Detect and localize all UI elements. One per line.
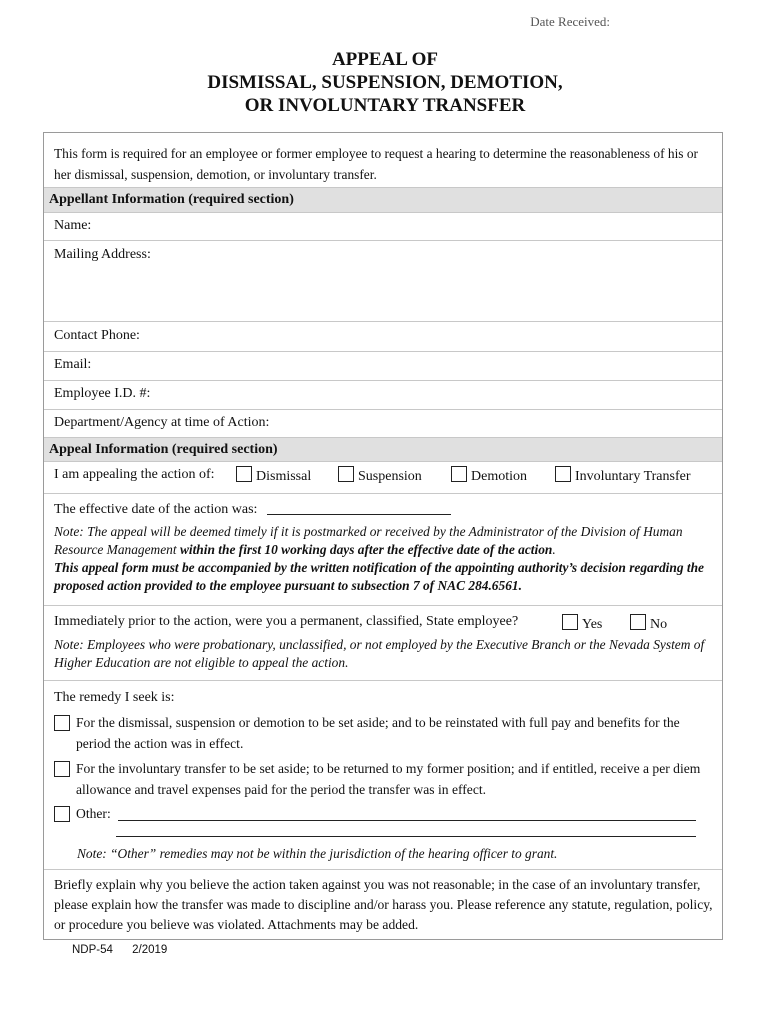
form-footer (72, 944, 183, 956)
contact-phone-label: Contact Phone: (54, 328, 140, 343)
checkbox-icon (451, 466, 467, 482)
timeliness-note (54, 523, 714, 595)
no-label: No (650, 617, 668, 632)
suspension-label: Suspension (358, 469, 422, 484)
checkbox-icon (630, 614, 646, 630)
suspension-checkbox[interactable] (338, 466, 422, 485)
employee-id-label: Employee I.D. #: (54, 386, 151, 401)
appellant-section-heading: Appellant Information (required section) (44, 188, 722, 213)
intro-text: This form is required for an employee or former employee to request a hearing to determine the reasonableness of his or her dismissal, suspension, demotion, or involuntary transfer. (54, 146, 699, 182)
employee-id-field[interactable] (44, 381, 722, 410)
name-field[interactable] (44, 213, 722, 241)
checkbox-icon (338, 466, 354, 482)
checkbox-icon (236, 466, 252, 482)
checkbox-icon (54, 761, 70, 777)
effective-date-label: The effective date of the action was: (54, 502, 258, 517)
involuntary-transfer-label: Involuntary Transfer (575, 469, 691, 484)
dismissal-label: Dismissal (256, 469, 312, 484)
yes-label: Yes (582, 617, 603, 632)
form-revision-date: 2/2019 (132, 944, 168, 956)
eligibility-note: Note: Employees who were probationary, unclassified, or not employed by the Executive Branch or the Nevada System of Higher Education are not eligible to appeal the action. (54, 637, 705, 670)
permanent-employee-row (44, 606, 722, 681)
checkbox-icon (555, 466, 571, 482)
email-field[interactable] (44, 352, 722, 381)
other-remedy-input[interactable] (118, 820, 696, 821)
explanation-instructions: Briefly explain why you believe the action taken against you was not reasonable; in the case of an involuntary transfer, please explain how the transfer was made to discipline and/or harass you. Please reference any statute, regulation, policy, or procedure you believe was violated. Attachments may be added. (54, 877, 713, 932)
explanation-row[interactable] (44, 870, 722, 941)
name-label: Name: (54, 218, 92, 233)
timeliness-note-emphasis: within the first 10 working days after the effective date of the action (179, 542, 553, 557)
department-label: Department/Agency at time of Action: (54, 415, 270, 430)
checkbox-icon (54, 715, 70, 731)
mailing-address-label: Mailing Address: (54, 247, 151, 262)
title-line-1: APPEAL OF (331, 49, 439, 70)
checkbox-icon (54, 806, 70, 822)
remedy-option-reinstate[interactable] (54, 712, 724, 756)
demotion-checkbox[interactable] (451, 466, 527, 485)
contact-phone-field[interactable] (44, 322, 722, 352)
appealing-action-label: I am appealing the action of: (54, 467, 215, 482)
email-label: Email: (54, 357, 92, 372)
other-remedy-input-line-2[interactable] (116, 836, 696, 837)
form-id: NDP-54 (72, 944, 113, 956)
timeliness-note-end: . (552, 542, 556, 557)
remedy-option-transfer[interactable] (54, 758, 724, 802)
form-title (0, 48, 770, 117)
permanent-employee-question: Immediately prior to the action, were you a permanent, classified, State employee? (54, 614, 519, 629)
yes-checkbox[interactable] (562, 614, 602, 633)
remedy-option-reinstate-text: For the dismissal, suspension or demotion to be set aside; and to be reinstated with full pay and benefits for the period the action was in effect. (76, 715, 680, 751)
appealing-action-row (44, 462, 722, 494)
checkbox-icon (562, 614, 578, 630)
title-line-3: OR INVOLUNTARY TRANSFER (244, 95, 526, 116)
intro-row (44, 133, 722, 188)
remedy-label: The remedy I seek is: (54, 690, 175, 705)
mailing-address-field[interactable] (44, 241, 722, 322)
appeal-section-heading: Appeal Information (required section) (44, 438, 722, 462)
notification-requirement-note: This appeal form must be accompanied by the written notification of the appointing authority’s decision regarding the proposed action provided to the employee pursuant to subsection 7 of NAC 284.6561. (54, 560, 704, 593)
demotion-label: Demotion (471, 469, 527, 484)
appeal-form (43, 132, 723, 940)
effective-date-row (44, 494, 722, 606)
effective-date-input[interactable] (267, 514, 451, 515)
involuntary-transfer-checkbox[interactable] (555, 466, 691, 485)
remedy-row (44, 681, 722, 870)
no-checkbox[interactable] (630, 614, 667, 633)
date-received-label: Date Received: (530, 14, 610, 29)
other-remedy-note: Note: “Other” remedies may not be within the jurisdiction of the hearing officer to grant. (77, 846, 558, 861)
remedy-option-transfer-text: For the involuntary transfer to be set aside; to be returned to my former position; and if entitled, receive a per diem allowance and travel expenses paid for the period the transfer was in effect. (76, 761, 701, 797)
dismissal-checkbox[interactable] (236, 466, 311, 485)
department-field[interactable] (44, 410, 722, 438)
timeliness-note-text: Note: The appeal will be deemed timely if it is postmarked or received by the Administrator of the Division of Human Resource Management (54, 524, 683, 557)
remedy-other-label: Other: (76, 806, 111, 821)
title-line-2: DISMISSAL, SUSPENSION, DEMOTION, (207, 72, 563, 93)
remedy-option-other[interactable] (54, 803, 724, 825)
